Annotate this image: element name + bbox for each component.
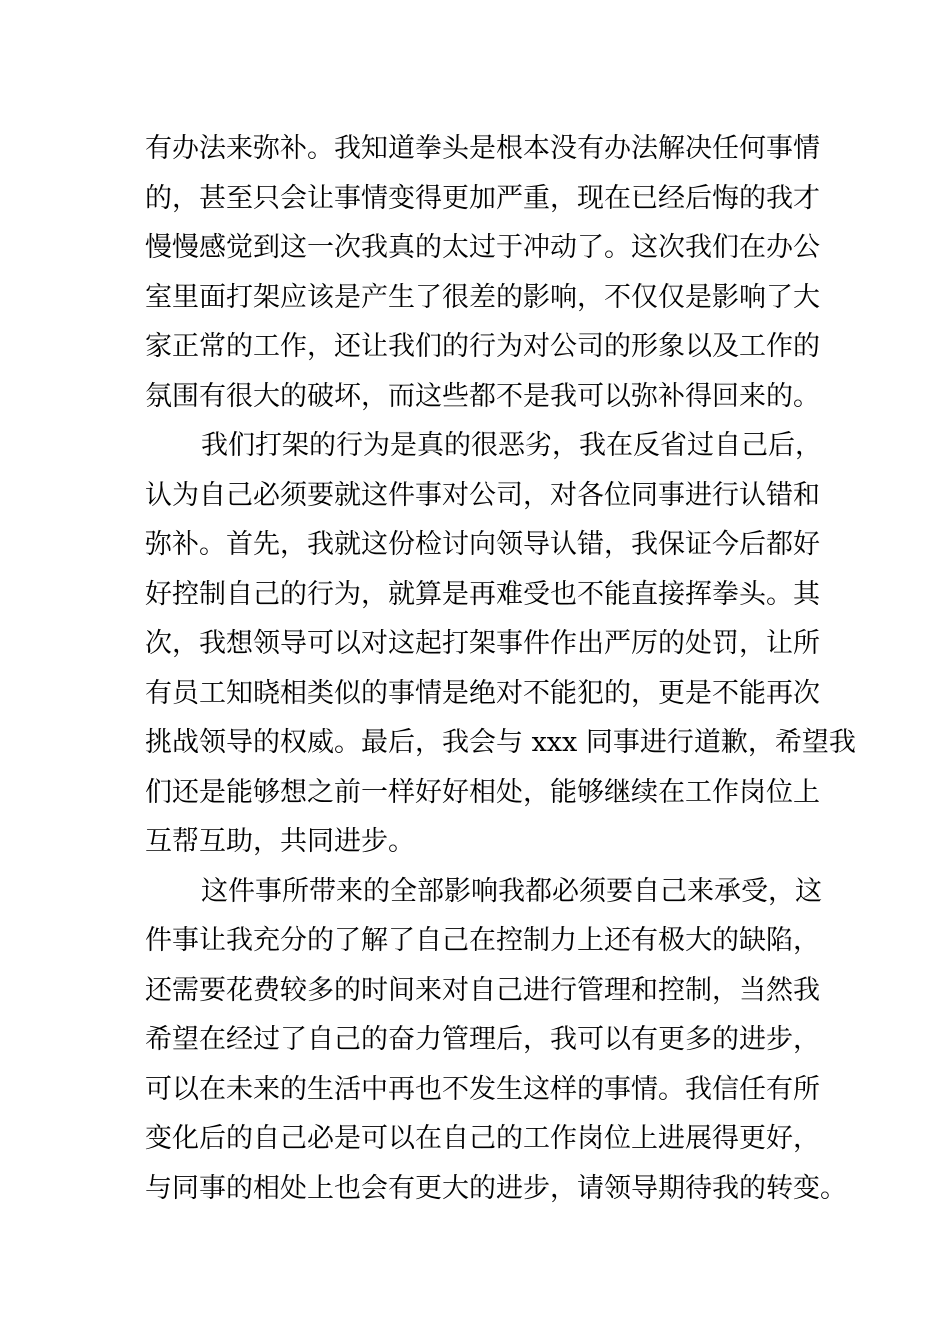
text-line-11: 次，我想领导可以对这起打架事件作出严厉的处罚，让所 (145, 628, 820, 659)
document-body (145, 124, 856, 1213)
text-line-4: 室里面打架应该是产生了很差的影响，不仅仅是影响了大 (145, 281, 820, 313)
text-line-3: 慢慢感觉到这一次我真的太过于冲动了。这次我们在办公 (145, 232, 820, 263)
text-line-2: 的，甚至只会让事情变得更加严重，现在已经后悔的我才 (145, 182, 820, 214)
text-line-10: 好控制自己的行为，就算是再难受也不能直接挥拳头。其 (145, 578, 820, 610)
text-line-22: 与同事的相处上也会有更大的进步，请领导期待我的转变。 (145, 1172, 847, 1204)
text-line-14: 们还是能够想之前一样好好相处，能够继续在工作岗位上 (145, 776, 820, 808)
text-line-19: 希望在经过了自己的奋力管理后，我可以有更多的进步， (145, 1024, 820, 1055)
text-line-6: 氛围有很大的破坏，而这些都不是我可以弥补得回来的。 (145, 380, 820, 412)
text-line-18: 还需要花费较多的时间来对自己进行管理和控制，当然我 (145, 974, 820, 1006)
text-line-20: 可以在未来的生活中再也不发生这样的事情。我信任有所 (145, 1073, 820, 1105)
text-line-7: 我们打架的行为是真的很恶劣，我在反省过自己后， (201, 430, 822, 461)
text-line-5: 家正常的工作，还让我们的行为对公司的形象以及工作的 (145, 331, 820, 362)
text-line-17: 件事让我充分的了解了自己在控制力上还有极大的缺陷， (145, 925, 820, 956)
text-line-21: 变化后的自己必是可以在自己的工作岗位上进展得更好， (145, 1123, 820, 1154)
text-line-1: 有办法来弥补。我知道拳头是根本没有办法解决任何事情 (145, 133, 820, 164)
text-line-12: 有员工知晓相类似的事情是绝对不能犯的，更是不能再次 (145, 677, 820, 709)
text-line-9: 弥补。首先，我就这份检讨向领导认错，我保证今后都好 (145, 529, 820, 560)
text-line-15: 互帮互助，共同进步。 (145, 826, 415, 857)
text-line-16: 这件事所带来的全部影响我都必须要自己来承受，这 (201, 875, 822, 907)
text-line-13: 挑战领导的权威。最后，我会与 xxx 同事进行道歉，希望我 (145, 727, 856, 758)
text-line-8: 认为自己必须要就这件事对公司，对各位同事进行认错和 (145, 479, 820, 511)
